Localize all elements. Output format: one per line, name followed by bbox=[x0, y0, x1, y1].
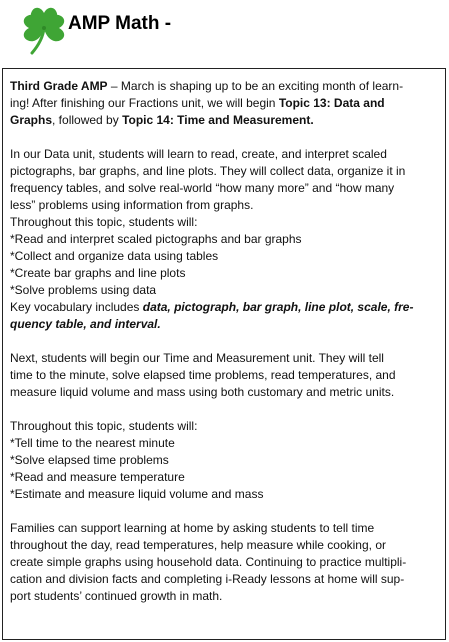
intro-line-1 bbox=[10, 78, 440, 95]
families-line: cation and division facts and completing i-Ready lessons at home will sup- bbox=[10, 572, 405, 586]
vocab-line-1 bbox=[10, 299, 440, 316]
data-goal-item: *Read and interpret scaled pictographs and bar graphs bbox=[10, 232, 302, 246]
time-goal-item: *Tell time to the nearest minute bbox=[10, 436, 175, 450]
data-unit-line: less” problems using information from graphs. bbox=[10, 198, 254, 212]
families-line: port students’ continued growth in math. bbox=[10, 589, 223, 603]
intro-text-2: ing! After finishing our Fractions unit, we will begin bbox=[10, 96, 279, 110]
time-unit-line: Next, students will begin our Time and Measurement unit. They will tell bbox=[10, 351, 384, 365]
grade-label: Third Grade AMP bbox=[10, 79, 108, 93]
time-goals-heading: Throughout this topic, students will: bbox=[10, 419, 198, 433]
vocab-line-2 bbox=[10, 316, 440, 333]
time-goal-item: *Solve elapsed time problems bbox=[10, 453, 169, 467]
data-unit-line: pictographs, bar graphs, and line plots. They will collect data, organize it in bbox=[10, 164, 406, 178]
data-unit-line: In our Data unit, students will learn to read, create, and interpret scaled bbox=[10, 147, 387, 161]
vocab-terms: data, pictograph, bar graph, line plot, scale, fre- bbox=[142, 300, 414, 314]
families-line: create simple graphs using household data. Continuing to practice multipli- bbox=[10, 555, 407, 569]
families-line: Families can support learning at home by asking students to tell time bbox=[10, 521, 375, 535]
time-unit-line: time to the minute, solve elapsed time problems, read temperatures, and bbox=[10, 368, 396, 382]
intro-line-2 bbox=[10, 95, 440, 112]
time-goal-item: *Estimate and measure liquid volume and mass bbox=[10, 487, 264, 501]
topic13-label: Topic 13: Data and bbox=[278, 96, 385, 110]
intro-text-3: , followed by bbox=[52, 113, 123, 127]
vocab-prefix: Key vocabulary includes bbox=[10, 300, 143, 314]
intro-line-3 bbox=[10, 112, 440, 129]
newsletter-body bbox=[10, 78, 440, 605]
time-goal-item: *Read and measure temperature bbox=[10, 470, 185, 484]
vocab-terms-cont: quency table, and interval. bbox=[10, 317, 161, 331]
families-line: throughout the day, read temperatures, help measure while cooking, or bbox=[10, 538, 386, 552]
data-goal-item: *Solve problems using data bbox=[10, 283, 157, 297]
data-goal-item: *Collect and organize data using tables bbox=[10, 249, 219, 263]
shamrock-clover-icon bbox=[20, 4, 68, 56]
data-goal-item: *Create bar graphs and line plots bbox=[10, 266, 186, 280]
page-title: AMP Math - bbox=[68, 13, 172, 34]
data-unit-line: Throughout this topic, students will: bbox=[10, 215, 198, 229]
topic14-label: Topic 14: Time and Measurement. bbox=[122, 113, 314, 127]
data-unit-line: frequency tables, and solve real-world “how many more” and “how many bbox=[10, 181, 395, 195]
topic13-label-cont: Graphs bbox=[10, 113, 53, 127]
intro-text-1: – March is shaping up to be an exciting month of learn- bbox=[107, 79, 404, 93]
time-unit-line: measure liquid volume and mass using both customary and metric units. bbox=[10, 385, 395, 399]
